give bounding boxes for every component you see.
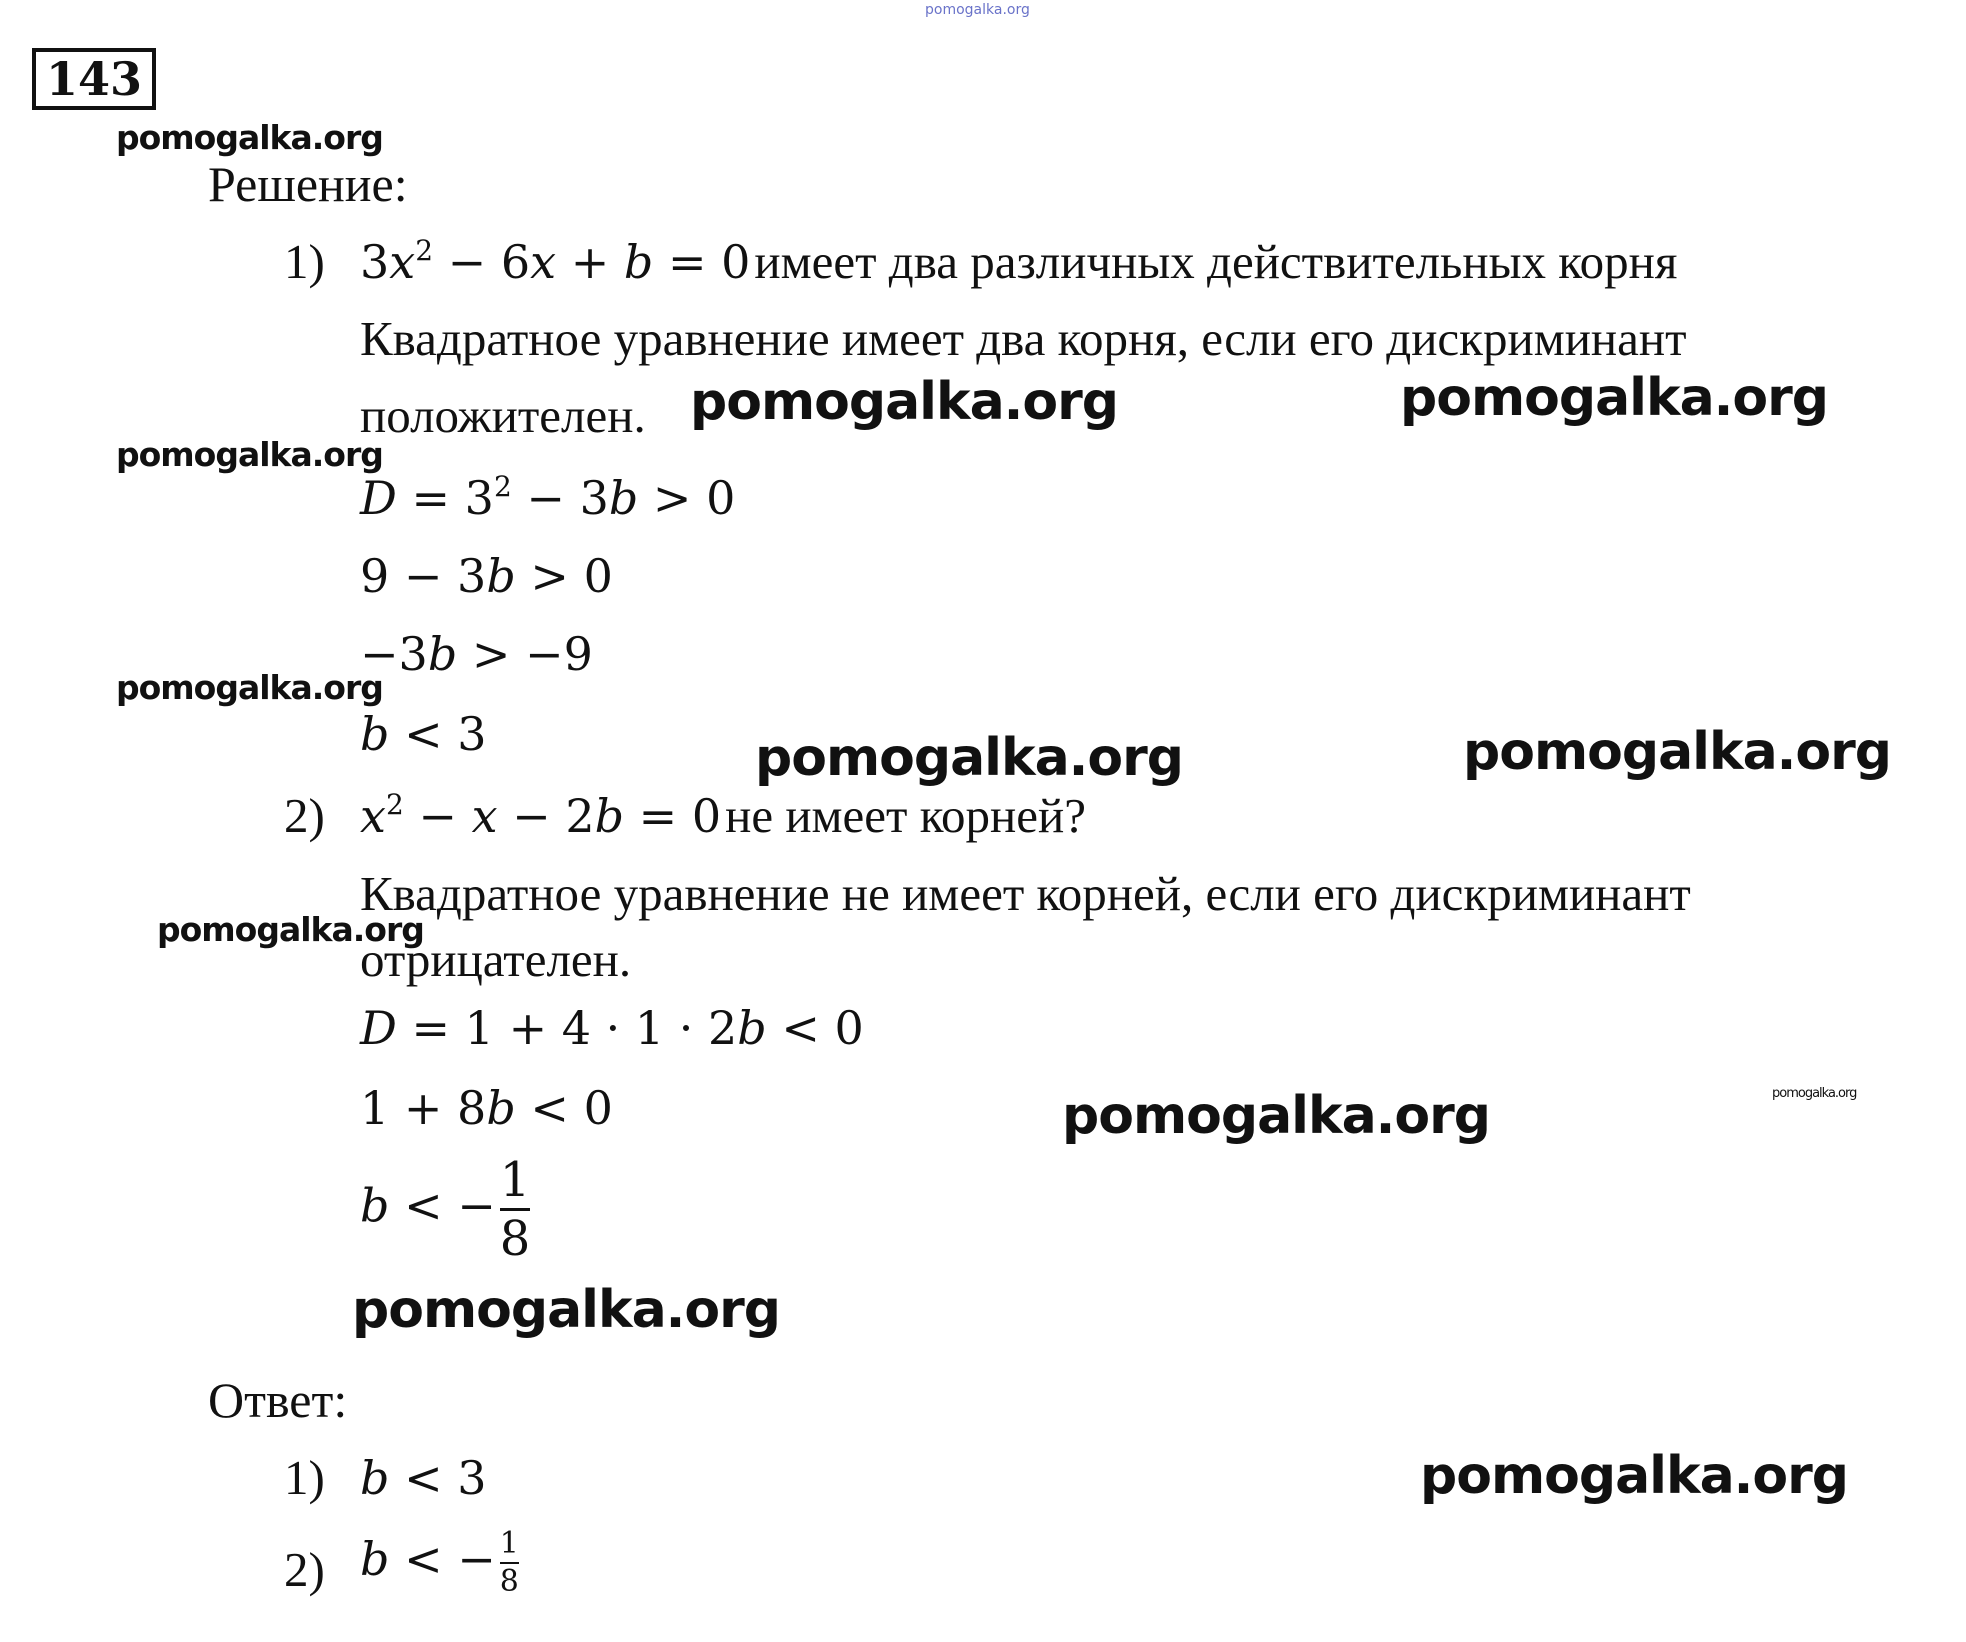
watermark: pomogalka.org: [157, 910, 424, 949]
part2-number: 2): [284, 788, 325, 843]
part1-step1: 9 − 3b > 0: [360, 549, 613, 603]
part2-equation: $x^2 - x - 2b = 0$: [360, 788, 722, 843]
part1-step2: −3b > −9: [360, 627, 593, 681]
answer-fraction-denominator: 8: [499, 1564, 519, 1599]
part2-equation-suffix: не имеет корней?: [725, 788, 1086, 843]
part2-result: b < − $\frac{1}{8}$: [360, 1152, 531, 1267]
watermark: pomogalka.org: [116, 668, 383, 707]
answer-heading: Ответ:: [208, 1372, 348, 1428]
part1-number: 1): [284, 234, 325, 289]
part1-equation: $3x^2 - 6x + b = 0$: [360, 234, 751, 289]
solution-heading: Решение:: [208, 156, 408, 212]
part1-equation-line: [360, 232, 1677, 292]
watermark: pomogalka.org: [1772, 1086, 1857, 1101]
watermark: pomogalka.org: [1062, 1086, 1491, 1146]
problem-number: 143: [32, 48, 156, 110]
answer-fraction-numerator: 1: [499, 1526, 519, 1561]
watermark: pomogalka.org: [1400, 368, 1829, 428]
answer-item1: b < 3: [360, 1451, 487, 1505]
watermark: pomogalka.org: [1420, 1446, 1849, 1506]
fraction-denominator: 8: [500, 1208, 531, 1267]
part2-explanation-line1: Квадратное уравнение не имеет корней, если его дискриминант: [360, 866, 1691, 921]
part1-equation-suffix: имеет два различных действительных корня: [754, 234, 1678, 289]
part2-step1: 1 + 8b < 0: [360, 1081, 613, 1135]
watermark: pomogalka.org: [1463, 722, 1892, 782]
part1-explanation-line1: Квадратное уравнение имеет два корня, если его дискриминант: [360, 311, 1687, 366]
watermark-top: pomogalka.org: [925, 2, 1030, 18]
fraction-numerator: 1: [499, 1152, 531, 1208]
watermark: pomogalka.org: [116, 435, 383, 474]
answer-item1-number: 1): [284, 1450, 325, 1505]
watermark: pomogalka.org: [690, 372, 1119, 432]
part1-result: b < 3: [360, 707, 487, 761]
part1-explanation-line2: положителен.: [360, 388, 646, 443]
answer-fraction: [500, 1526, 519, 1600]
watermark: pomogalka.org: [116, 118, 383, 157]
part1-discriminant: $D = 3^2 - 3b > 0$: [360, 470, 736, 525]
part2-discriminant: D = 1 + 4 · 1 · 2b < 0: [360, 1001, 864, 1055]
answer-item2: b < − $\frac{1}{8}$: [360, 1526, 519, 1599]
watermark: pomogalka.org: [755, 728, 1184, 788]
part2-explanation-line2: отрицателен.: [360, 932, 632, 987]
fraction-one-eighth: [500, 1152, 531, 1267]
watermark: pomogalka.org: [352, 1280, 781, 1340]
answer-item2-number: 2): [284, 1542, 325, 1597]
part2-equation-line: [360, 786, 1086, 846]
